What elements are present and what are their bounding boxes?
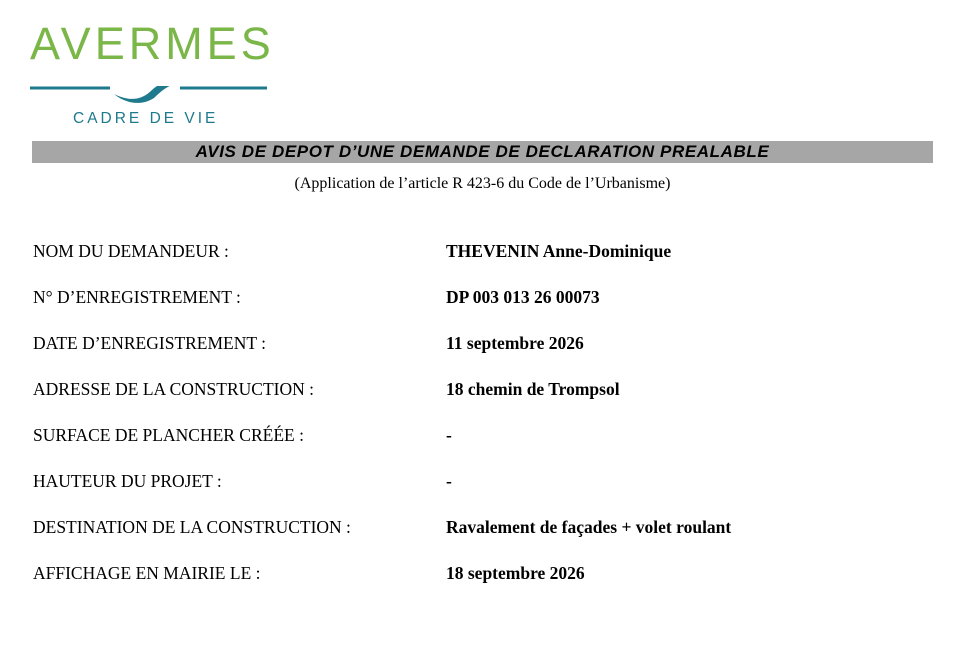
field-label: HAUTEUR DU PROJET : [33, 471, 222, 491]
field-label: DESTINATION DE LA CONSTRUCTION : [33, 517, 351, 537]
field-value: - [446, 471, 452, 491]
declaration-fields [33, 240, 933, 608]
field-label: SURFACE DE PLANCHER CRÉÉE : [33, 425, 304, 445]
field-value: - [446, 425, 452, 445]
document-title: AVIS DE DEPOT D’UNE DEMANDE DE DECLARATION PREALABLE [195, 142, 770, 161]
title-banner [32, 141, 933, 163]
field-row-applicant [33, 240, 933, 286]
field-row-floor-area [33, 424, 933, 470]
field-value: THEVENIN Anne-Dominique [446, 241, 672, 261]
legal-reference: (Application de l’article R 423-6 du Code de l’Urbanisme) [294, 175, 671, 192]
field-row-registration-number [33, 286, 933, 332]
field-label: DATE D’ENREGISTREMENT : [33, 333, 266, 353]
field-label: AFFICHAGE EN MAIRIE LE : [33, 563, 261, 583]
field-row-address [33, 378, 933, 424]
logo-wordmark: AVERMES [30, 18, 275, 69]
field-row-posting-date [33, 562, 933, 608]
field-value: 18 chemin de Trompsol [446, 379, 620, 399]
field-row-purpose [33, 516, 933, 562]
field-value: DP 003 013 26 00073 [446, 287, 600, 307]
avermes-logo [30, 18, 275, 130]
field-row-height [33, 470, 933, 516]
logo-tagline: CADRE DE VIE [73, 110, 219, 127]
field-row-registration-date [33, 332, 933, 378]
field-label: NOM DU DEMANDEUR : [33, 241, 229, 261]
field-value: Ravalement de façades + volet roulant [446, 517, 732, 537]
field-value: 11 septembre 2026 [446, 333, 584, 353]
field-value: 18 septembre 2026 [446, 563, 585, 583]
field-label: ADRESSE DE LA CONSTRUCTION : [33, 379, 314, 399]
field-label: N° D’ENREGISTREMENT : [33, 287, 241, 307]
